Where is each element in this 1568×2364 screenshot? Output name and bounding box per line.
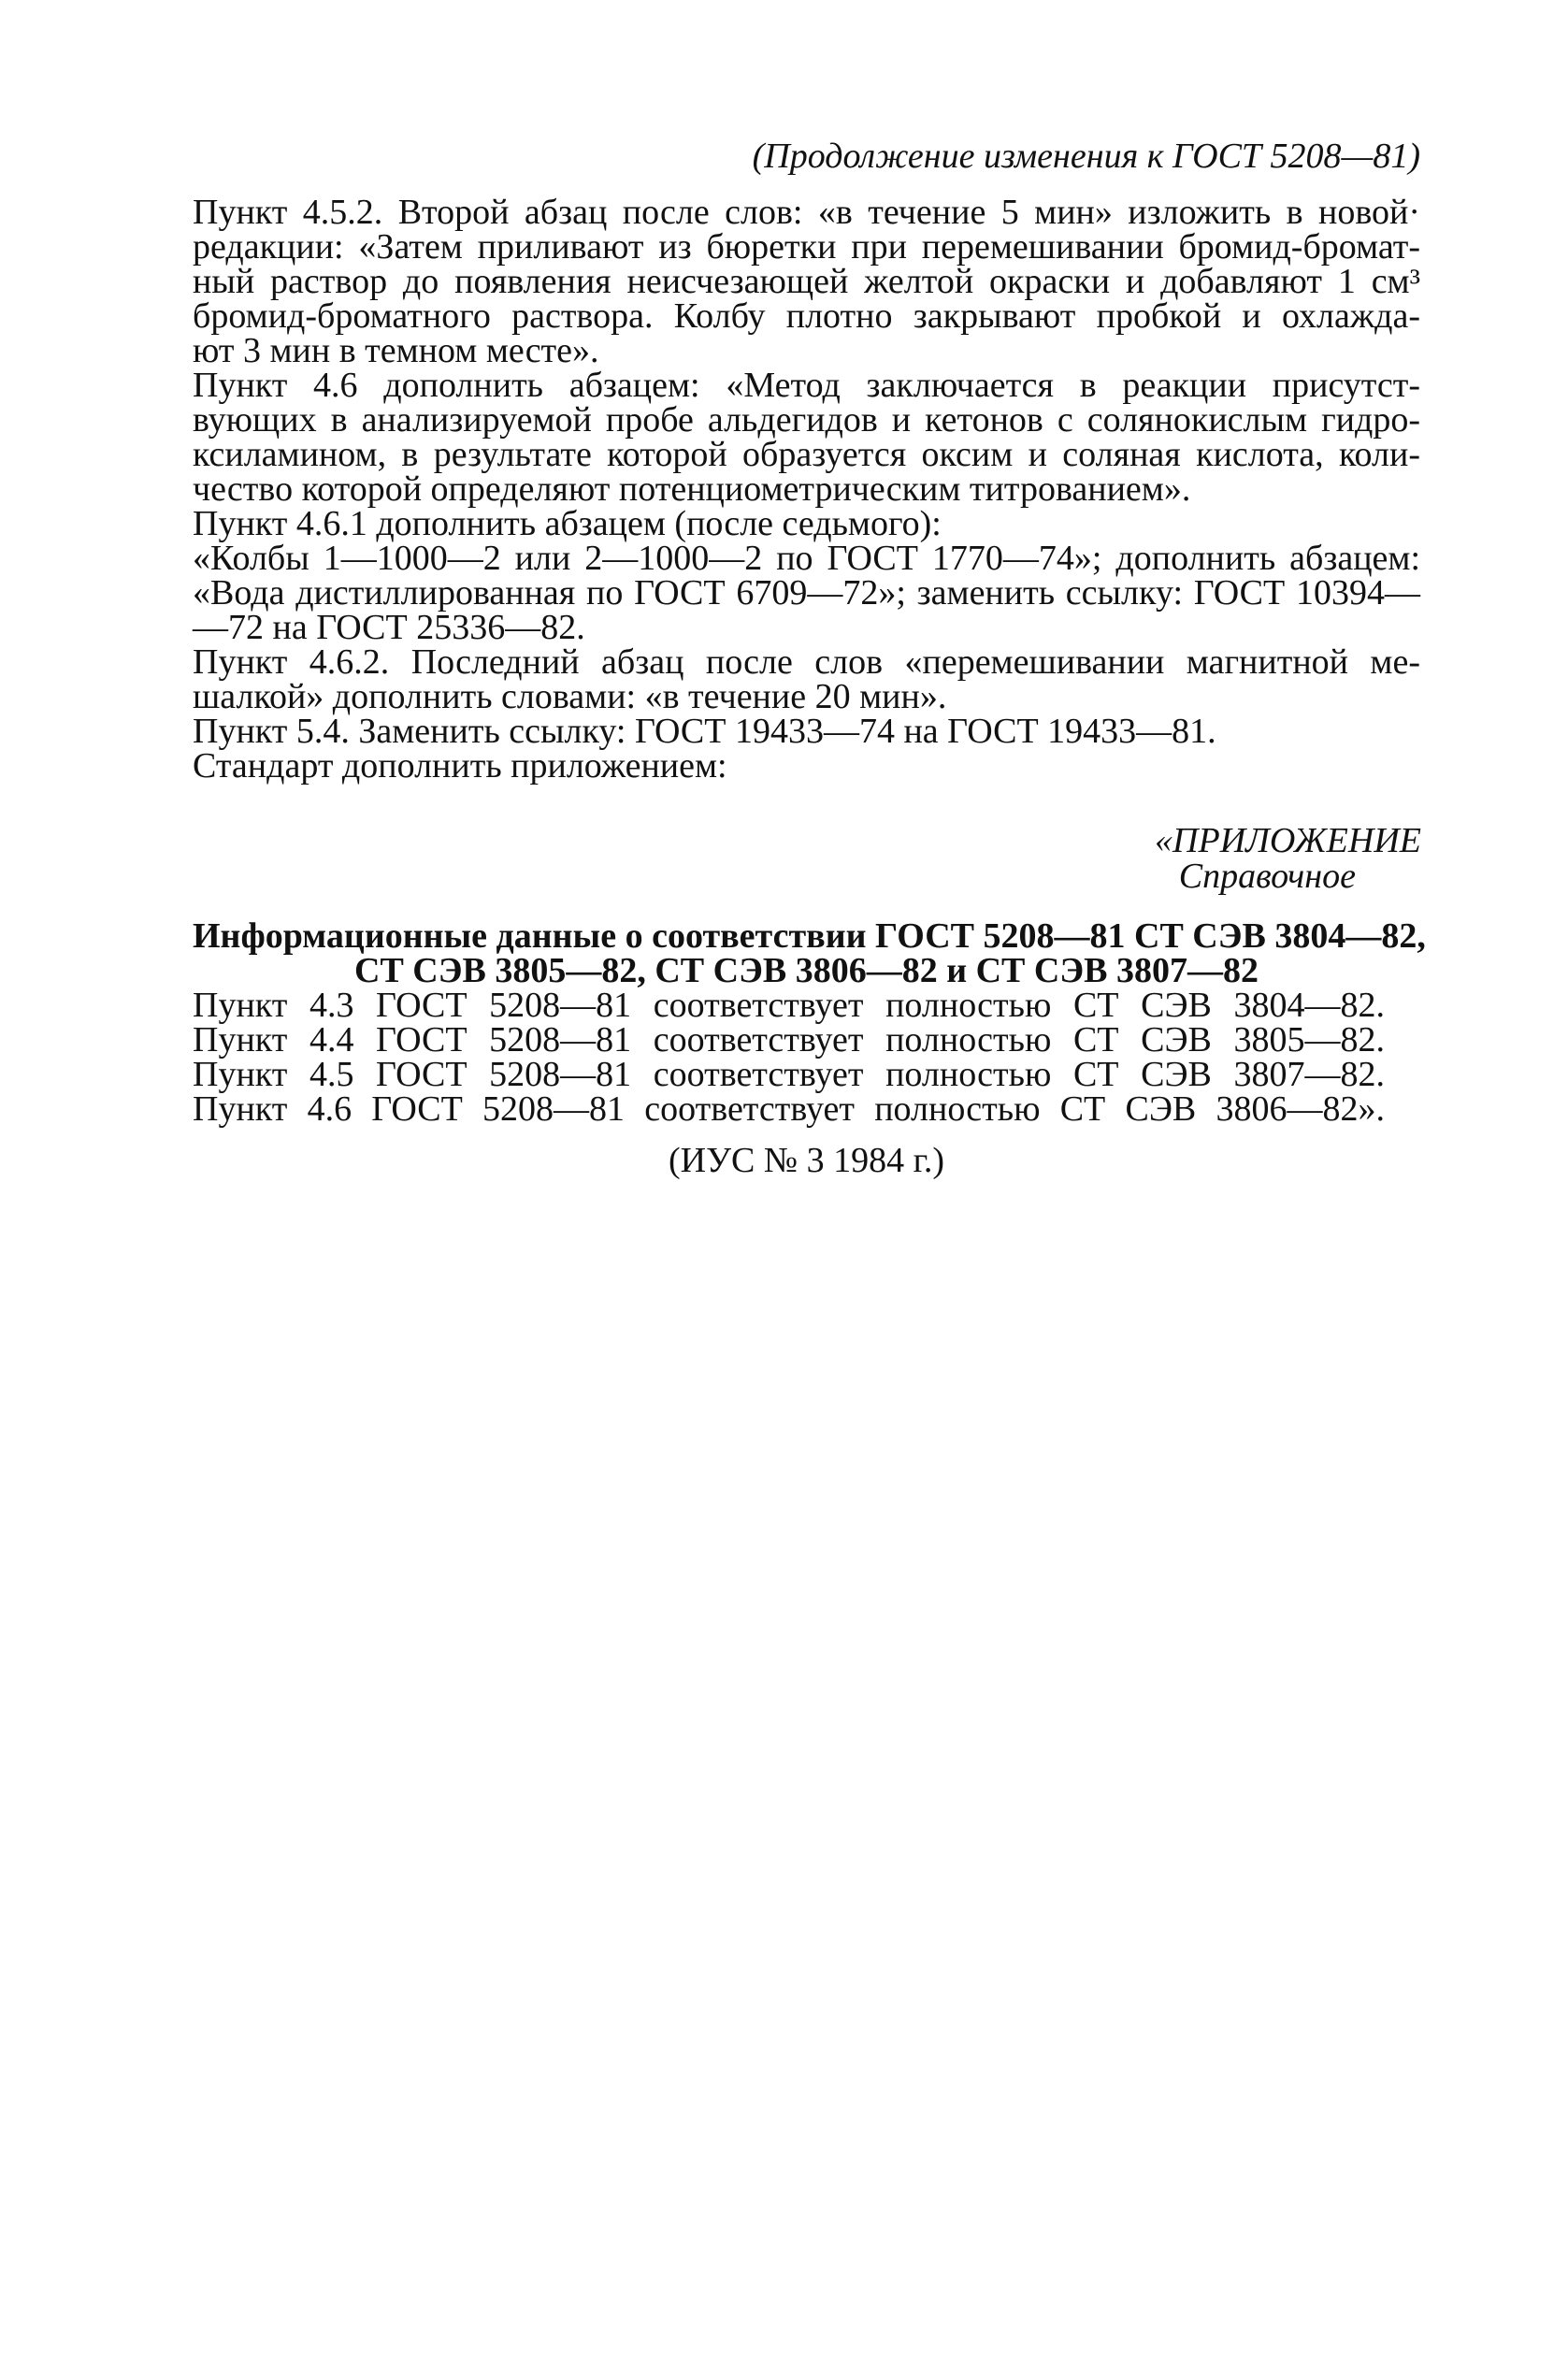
paragraph-line: —72 на ГОСТ 25336—82.: [193, 608, 585, 647]
paragraph-line: Пункт 5.4. Заменить ссылку: ГОСТ 19433—74 на ГОСТ 19433—81.: [193, 712, 1216, 751]
paragraph-line: Пункт 4.6.1 дополнить абзацем (после седьмого):: [193, 504, 942, 543]
appendix-item: Пункт 4.5 ГОСТ 5208—81 соответствует полностью СТ СЭВ 3807—82.: [193, 1055, 1385, 1094]
continuation-header: (Продолжение изменения к ГОСТ 5208—81): [752, 137, 1420, 176]
paragraph-line: ксиламином, в результате которой образуется оксим и соляная кислота, коли-: [193, 435, 1420, 474]
paragraph-line: вующих в анализируемой пробе альдегидов и кетонов с солянокислым гидро-: [193, 400, 1420, 440]
paragraph-line: Пункт 4.6 дополнить абзацем: «Метод заключается в реакции присутст-: [193, 366, 1420, 405]
paragraph-line: редакции: «Затем приливают из бюретки при перемешивании бромид-бромат-: [193, 227, 1420, 267]
paragraph-line: чество которой определяют потенциометрическим титрованием».: [193, 469, 1191, 509]
appendix-label: «ПРИЛОЖЕНИЕ: [1155, 821, 1421, 860]
source-reference: (ИУС № 3 1984 г.): [668, 1141, 945, 1180]
paragraph-line: шалкой» дополнить словами: «в течение 20 мин».: [193, 677, 947, 716]
appendix-item: Пункт 4.4 ГОСТ 5208—81 соответствует полностью СТ СЭВ 3805—82.: [193, 1020, 1385, 1059]
paragraph-line: бромид-броматного раствора. Колбу плотно закрывают пробкой и охлажда-: [193, 296, 1420, 336]
appendix-sublabel: Справочное: [1178, 857, 1356, 896]
paragraph-line: ный раствор до появления неисчезающей желтой окраски и добавляют 1 см³: [193, 262, 1420, 301]
paragraph-line: Стандарт дополнить приложением:: [193, 746, 727, 786]
appendix-item: Пункт 4.3 ГОСТ 5208—81 соответствует полностью СТ СЭВ 3804—82.: [193, 986, 1385, 1025]
paragraph-line: «Вода дистиллированная по ГОСТ 6709—72»; заменить ссылку: ГОСТ 10394—: [193, 573, 1420, 613]
paragraph-line: ют 3 мин в темном месте».: [193, 331, 599, 370]
appendix-title-line: Информационные данные о соответствии ГОСТ 5208—81 СТ СЭВ 3804—82,: [193, 916, 1426, 956]
appendix-title-line: СТ СЭВ 3805—82, СТ СЭВ 3806—82 и СТ СЭВ 3807—82: [354, 951, 1259, 990]
paragraph-line: «Колбы 1—1000—2 или 2—1000—2 по ГОСТ 1770—74»; дополнить абзацем:: [193, 539, 1420, 578]
appendix-item: Пункт 4.6 ГОСТ 5208—81 соответствует полностью СТ СЭВ 3806—82».: [193, 1089, 1385, 1129]
paragraph-line: Пункт 4.6.2. Последний абзац после слов «перемешивании магнитной ме-: [193, 642, 1420, 682]
paragraph-line: Пункт 4.5.2. Второй абзац после слов: «в течение 5 мин» изложить в новой·: [193, 193, 1420, 232]
